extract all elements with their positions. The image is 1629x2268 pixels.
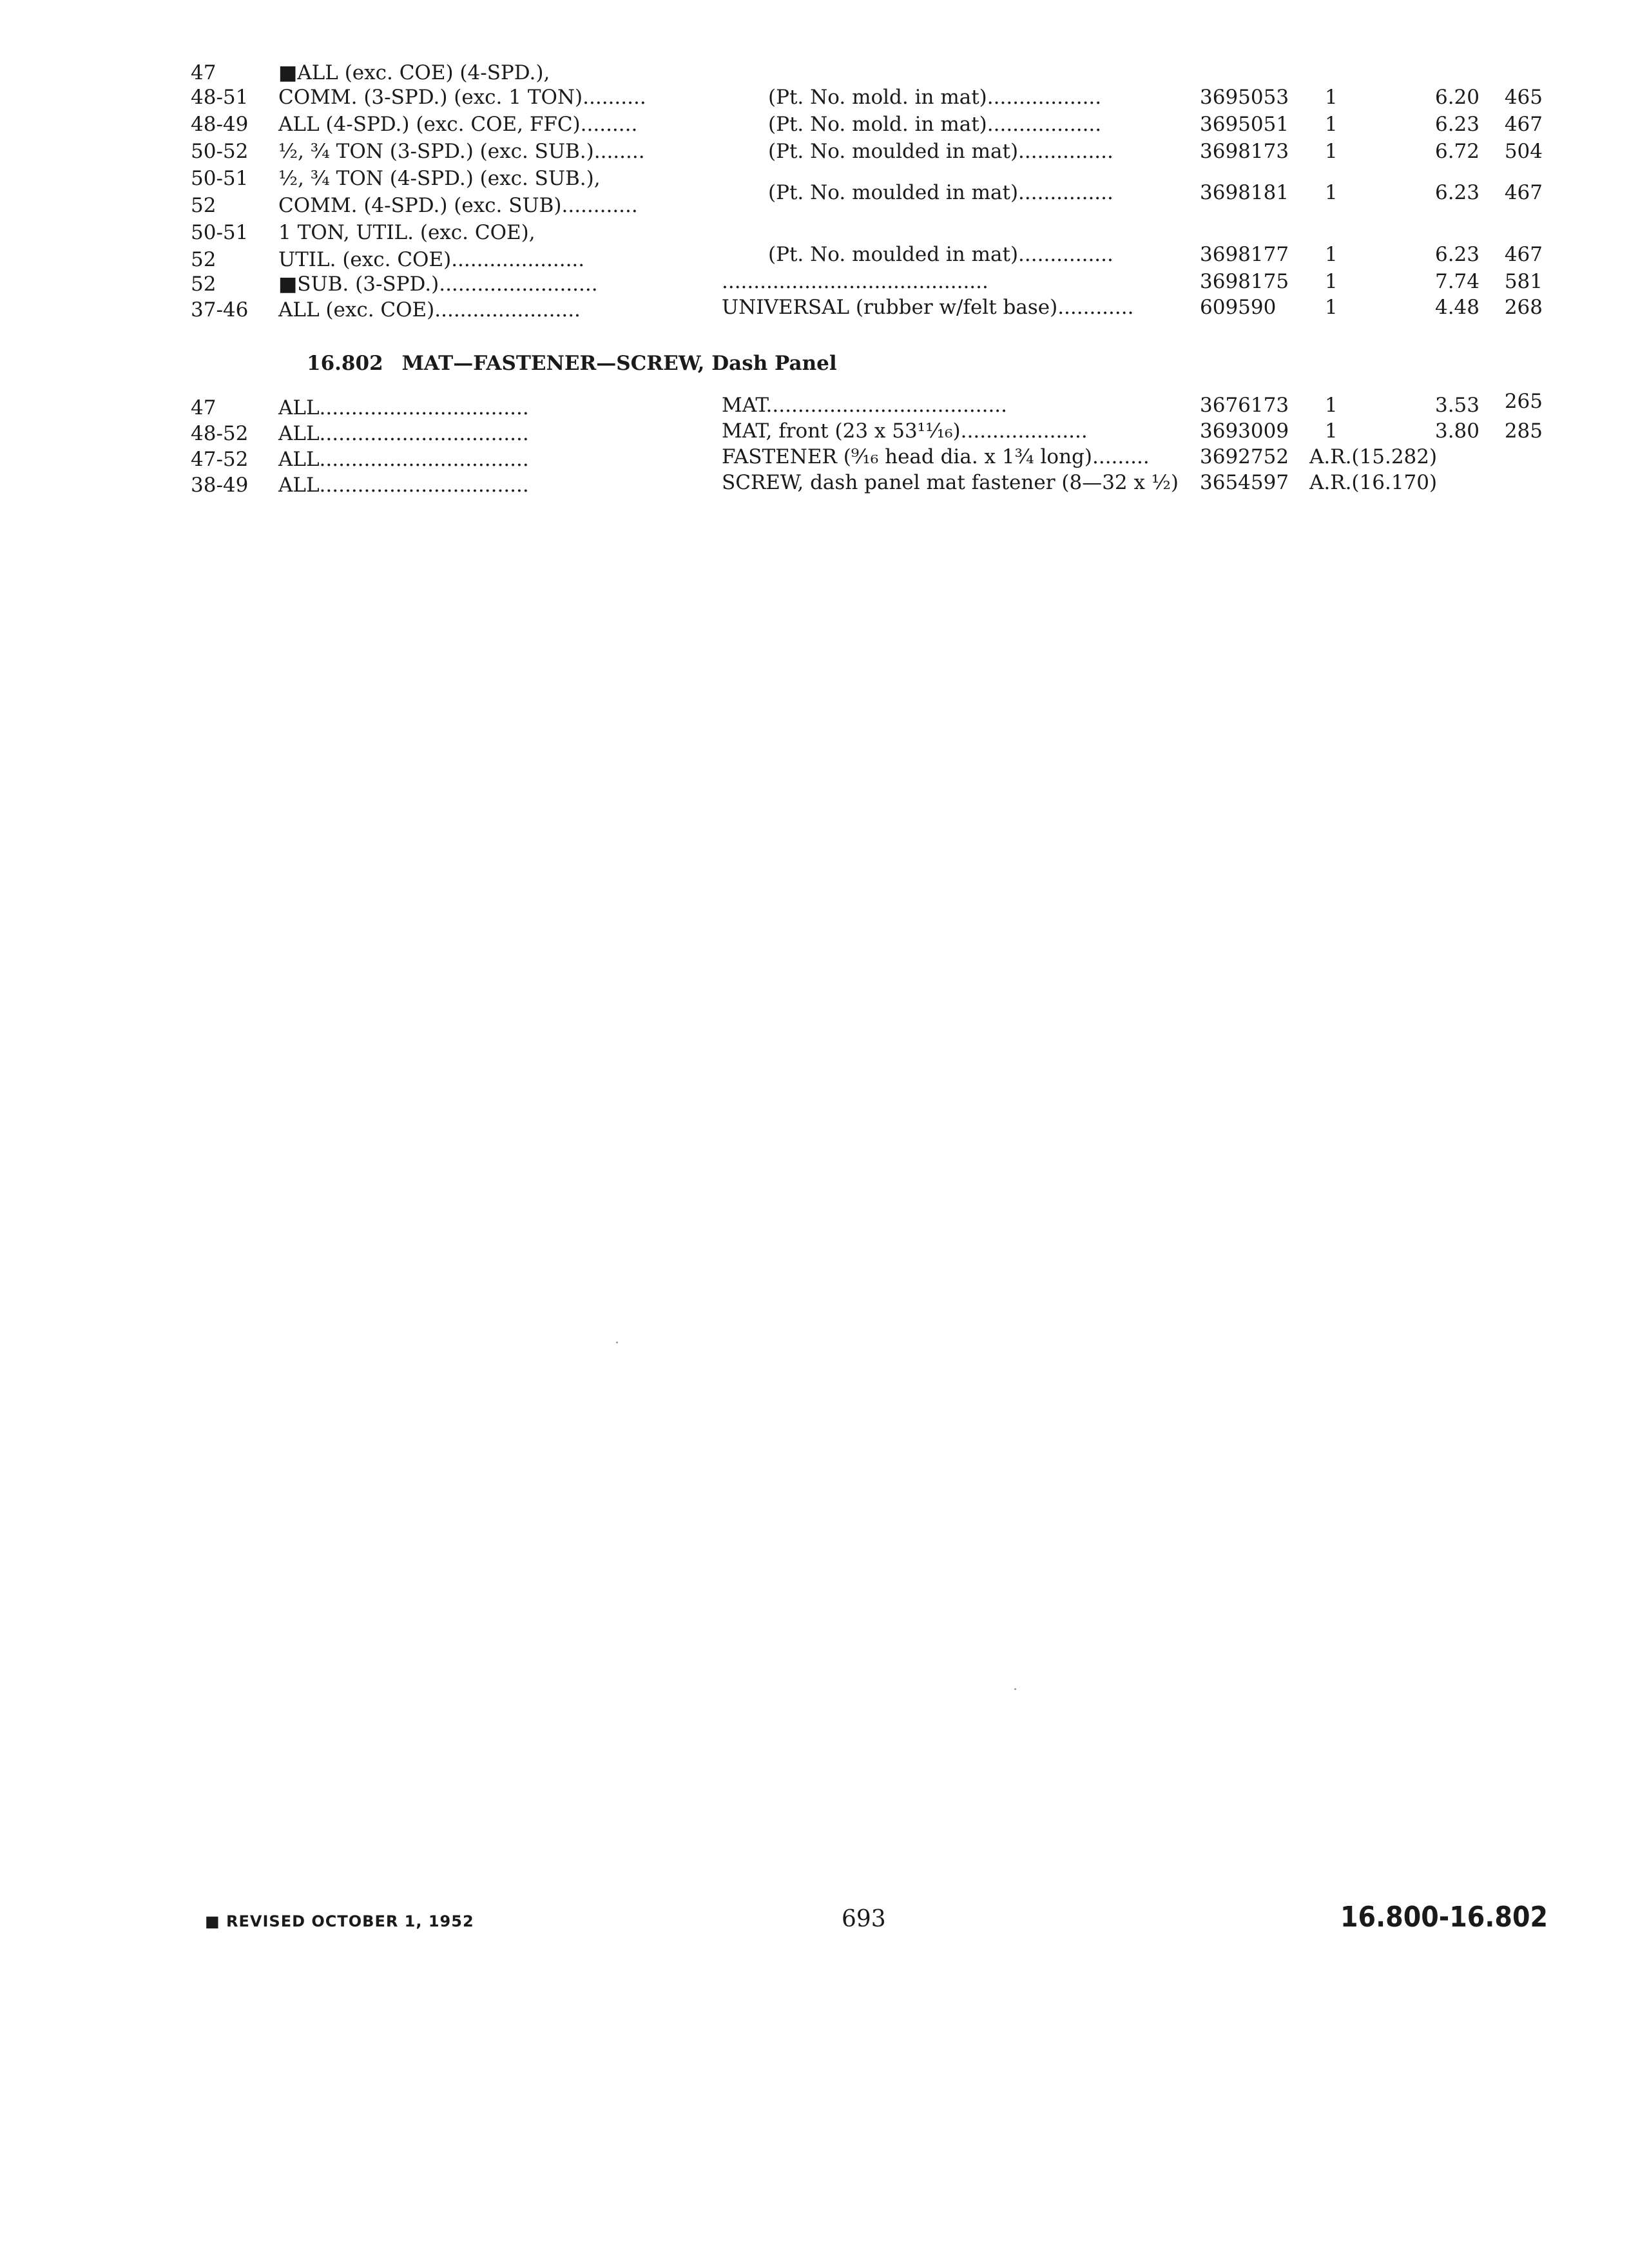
description-cell: (Pt. No. moulded in mat)...............	[768, 181, 1113, 204]
group-cell: 581	[1504, 270, 1543, 293]
year-cell: 37-46	[191, 298, 249, 322]
as-required-cell: A.R.(16.170)	[1309, 471, 1438, 494]
price-cell: 6.23	[1434, 243, 1480, 266]
price-cell: 7.74	[1434, 270, 1480, 293]
table-row	[0, 59, 1629, 86]
part-number-cell: 3676173	[1200, 394, 1289, 417]
year-cell: 48-49	[191, 113, 249, 136]
price-cell: 4.48	[1434, 296, 1480, 319]
quantity-cell: 1	[1325, 86, 1338, 109]
year-cell: 50-51	[191, 167, 249, 190]
model-cell: ALL.................................	[278, 448, 529, 471]
model-cell: UTIL. (exc. COE).....................	[278, 248, 585, 271]
description-cell: ..........................................	[722, 270, 988, 293]
group-cell: 465	[1504, 86, 1543, 109]
quantity-cell: 1	[1325, 243, 1338, 266]
section-title: MAT—FASTENER—SCREW, Dash Panel	[401, 352, 837, 375]
part-number-cell: 3698177	[1200, 243, 1289, 266]
model-cell: ■ALL (exc. COE) (4-SPD.),	[278, 61, 550, 84]
quantity-cell: 1	[1325, 394, 1338, 417]
year-cell: 50-51	[191, 221, 249, 244]
price-cell: 3.53	[1434, 394, 1480, 417]
part-number-cell: 3654597	[1200, 471, 1289, 494]
price-cell: 6.23	[1434, 181, 1480, 204]
part-number-cell: 3693009	[1200, 419, 1289, 443]
quantity-cell: 1	[1325, 270, 1338, 293]
section-heading	[307, 352, 837, 375]
year-cell: 47	[191, 396, 217, 419]
group-cell: 268	[1504, 296, 1543, 319]
part-number-cell: 3698173	[1200, 140, 1289, 163]
description-cell: (Pt. No. moulded in mat)...............	[768, 243, 1113, 266]
scan-speck	[1014, 1688, 1016, 1690]
price-cell: 6.72	[1434, 140, 1480, 163]
description-cell: MAT......................................	[722, 394, 1008, 417]
model-cell: ALL.................................	[278, 422, 529, 445]
quantity-cell: 1	[1325, 113, 1338, 136]
year-cell: 48-52	[191, 422, 249, 445]
part-number-cell: 3695051	[1200, 113, 1289, 136]
model-cell: ½, ¾ TON (3-SPD.) (exc. SUB.)........	[278, 140, 645, 163]
year-cell: 52	[191, 194, 217, 217]
year-cell: 47	[191, 61, 217, 84]
description-cell: (Pt. No. mold. in mat)..................	[768, 86, 1102, 109]
description-cell: (Pt. No. mold. in mat)..................	[768, 113, 1102, 136]
model-cell: ■SUB. (3-SPD.).........................	[278, 273, 598, 296]
group-cell: 285	[1504, 419, 1543, 443]
quantity-cell: 1	[1325, 296, 1338, 319]
section-number: 16.802	[307, 352, 383, 375]
price-cell: 6.20	[1434, 86, 1480, 109]
description-cell: (Pt. No. moulded in mat)...............	[768, 140, 1113, 163]
model-cell: COMM. (4-SPD.) (exc. SUB)............	[278, 194, 638, 217]
year-cell: 38-49	[191, 474, 249, 497]
as-required-cell: A.R.(15.282)	[1309, 445, 1438, 468]
part-number-cell: 3695053	[1200, 86, 1289, 109]
part-number-cell: 3698175	[1200, 270, 1289, 293]
price-cell: 6.23	[1434, 113, 1480, 136]
part-number-cell: 3692752	[1200, 445, 1289, 468]
scan-speck	[616, 1341, 618, 1343]
quantity-cell: 1	[1325, 419, 1338, 443]
group-cell: 504	[1504, 140, 1543, 163]
part-number-cell: 3698181	[1200, 181, 1289, 204]
table-row	[0, 111, 1629, 138]
description-cell: FASTENER (⁹⁄₁₆ head dia. x 1¾ long).........	[722, 445, 1150, 468]
revision-note: ■ REVISED OCTOBER 1, 1952	[205, 1912, 474, 1930]
year-cell: 48-51	[191, 86, 249, 109]
group-cell: 467	[1504, 243, 1543, 266]
year-cell: 47-52	[191, 448, 249, 471]
description-cell: MAT, front (23 x 53¹¹⁄₁₆)....................	[722, 419, 1088, 443]
year-cell: 52	[191, 273, 217, 296]
price-cell: 3.80	[1434, 419, 1480, 443]
description-cell: SCREW, dash panel mat fastener (8—32 x ½)	[722, 471, 1179, 494]
table-row	[0, 84, 1629, 111]
model-cell: ½, ¾ TON (4-SPD.) (exc. SUB.),	[278, 167, 601, 190]
model-cell: ALL (4-SPD.) (exc. COE, FFC).........	[278, 113, 638, 136]
section-range: 16.800-16.802	[1340, 1901, 1548, 1934]
part-number-cell: 609590	[1200, 296, 1277, 319]
model-cell: ALL (exc. COE).......................	[278, 298, 581, 322]
model-cell: COMM. (3-SPD.) (exc. 1 TON)..........	[278, 86, 646, 109]
table-row	[0, 181, 1629, 219]
quantity-cell: 1	[1325, 181, 1338, 204]
model-cell: ALL.................................	[278, 396, 529, 419]
year-cell: 50-52	[191, 140, 249, 163]
group-cell: 467	[1504, 113, 1543, 136]
model-cell: 1 TON, UTIL. (exc. COE),	[278, 221, 535, 244]
description-cell: UNIVERSAL (rubber w/felt base)............	[722, 296, 1134, 319]
table-row	[0, 296, 1629, 323]
group-cell: 265	[1504, 390, 1543, 413]
table-row	[0, 472, 1629, 499]
quantity-cell: 1	[1325, 140, 1338, 163]
table-row	[0, 138, 1629, 165]
group-cell: 467	[1504, 181, 1543, 204]
year-cell: 52	[191, 248, 217, 271]
model-cell: ALL.................................	[278, 474, 529, 497]
page-number: 693	[842, 1906, 886, 1932]
